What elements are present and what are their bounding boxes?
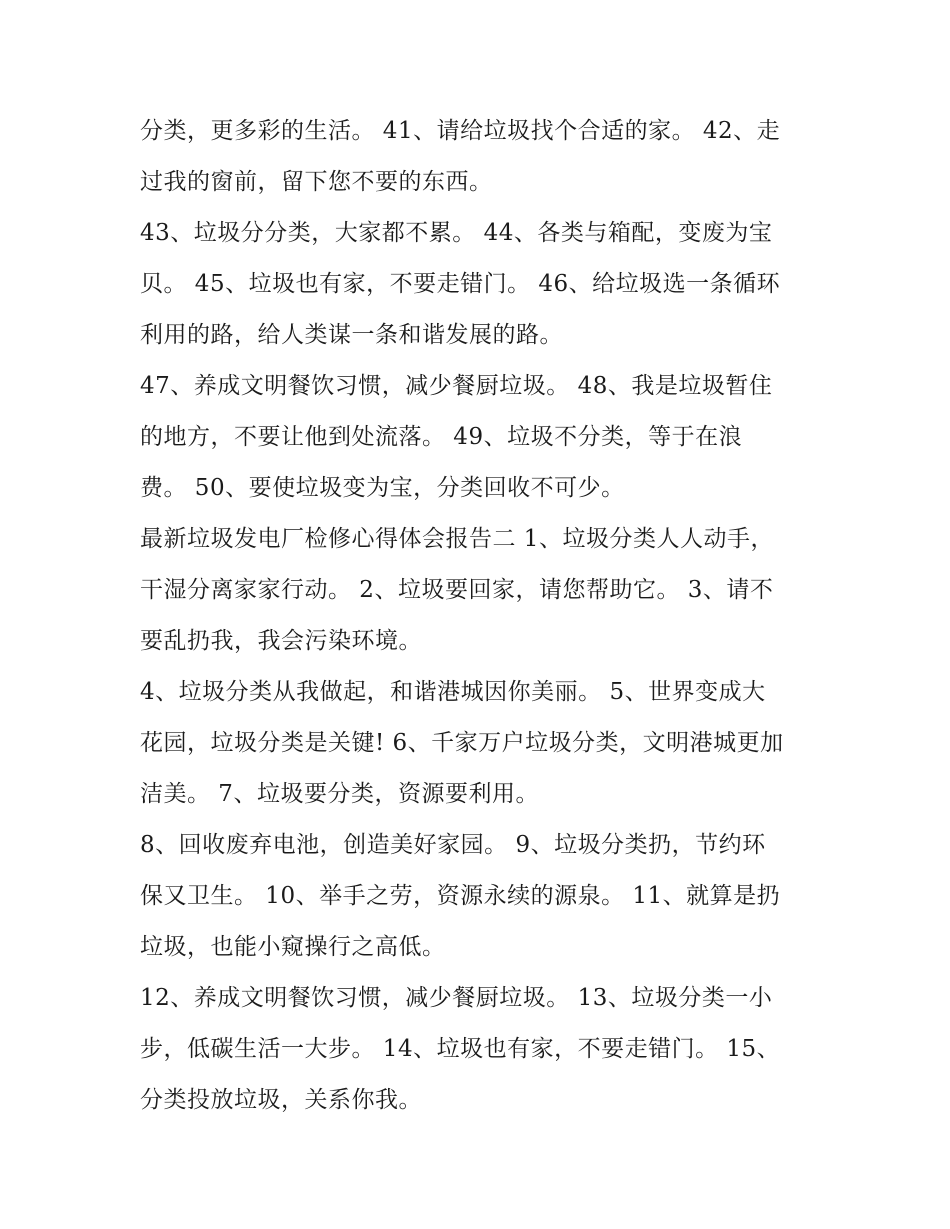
paragraph [140, 361, 820, 514]
text-line: 8、回收废弃电池，创造美好家园。 9、垃圾分类扔，节约环 [140, 832, 766, 858]
text-line: 费。 50、要使垃圾变为宝，分类回收不可少。 [140, 475, 625, 501]
text-line: 4、垃圾分类从我做起，和谐港城因你美丽。 5、世界变成大 [140, 679, 766, 705]
document-body [140, 106, 820, 1126]
paragraph [140, 106, 820, 208]
text-line: 12、养成文明餐饮习惯，减少餐厨垃圾。 13、垃圾分类一小 [140, 985, 773, 1011]
paragraph [140, 514, 820, 667]
paragraph [140, 667, 820, 820]
text-line: 花园，垃圾分类是关键! 6、千家万户垃圾分类，文明港城更加 [140, 730, 784, 756]
text-line: 保又卫生。 10、举手之劳，资源永续的源泉。 11、就算是扔 [140, 883, 781, 909]
paragraph [140, 820, 820, 973]
text-line: 分类投放垃圾，关系你我。 [140, 1087, 422, 1113]
text-line: 利用的路，给人类谋一条和谐发展的路。 [140, 322, 563, 348]
text-line: 最新垃圾发电厂检修心得体会报告二 1、垃圾分类人人动手， [140, 526, 774, 552]
text-line: 的地方，不要让他到处流落。 49、垃圾不分类，等于在浪 [140, 424, 743, 450]
text-line: 垃圾，也能小窥操行之高低。 [140, 934, 446, 960]
paragraph [140, 208, 820, 361]
text-line: 要乱扔我，我会污染环境。 [140, 628, 422, 654]
text-line: 分类，更多彩的生活。 41、请给垃圾找个合适的家。 42、走 [140, 118, 781, 144]
text-line: 步，低碳生活一大步。 14、垃圾也有家，不要走错门。 15、 [140, 1036, 781, 1062]
paragraph [140, 973, 820, 1126]
text-line: 43、垃圾分分类，大家都不累。 44、各类与箱配，变废为宝 [140, 220, 773, 246]
text-line: 洁美。 7、垃圾要分类，资源要利用。 [140, 781, 539, 807]
text-line: 贝。 45、垃圾也有家，不要走错门。 46、给垃圾选一条循环 [140, 271, 781, 297]
text-line: 干湿分离家家行动。 2、垃圾要回家，请您帮助它。 3、请不 [140, 577, 774, 603]
text-line: 47、养成文明餐饮习惯，减少餐厨垃圾。 48、我是垃圾暂住 [140, 373, 773, 399]
text-line: 过我的窗前，留下您不要的东西。 [140, 169, 493, 195]
